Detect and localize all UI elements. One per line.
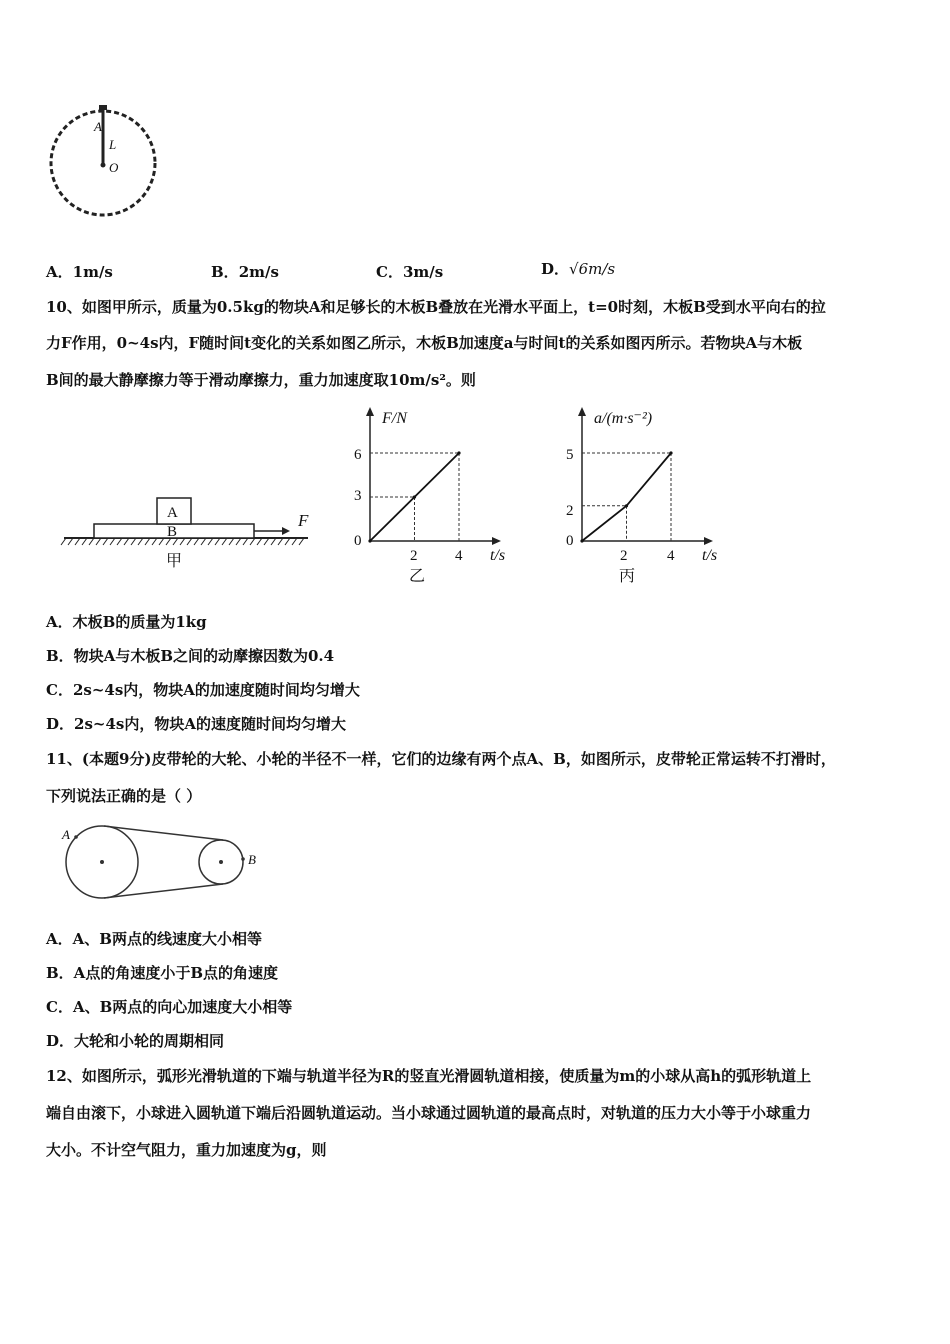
q9-option-a-text: 1m/s xyxy=(72,263,113,281)
ground-hatch-mark xyxy=(201,538,206,545)
q10-option-b[interactable]: B．物块A与木板B之间的动摩擦因数为0.4 xyxy=(46,647,335,665)
yi-x-arrowhead xyxy=(492,537,501,545)
q11-text-line-2: 下列说法正确的是（ ） xyxy=(46,787,202,805)
q10-text-line-1: 10、如图甲所示，质量为0.5kg的物块A和足够长的木板B叠放在光滑水平面上，t=0时刻，木板B受到水平向右的拉 xyxy=(46,298,826,316)
yi-ytick-3: 3 xyxy=(354,488,362,504)
ground-hatch-mark xyxy=(257,538,262,545)
ground-hatch-mark xyxy=(229,538,234,545)
q12-text-line-3: 大小。不计空气阻力，重力加速度为g，则 xyxy=(46,1141,327,1159)
q9-option-c-letter: C． xyxy=(376,263,403,281)
ground-hatch-mark xyxy=(299,538,304,545)
q11-option-d[interactable]: D．大轮和小轮的周期相同 xyxy=(46,1032,225,1050)
ground-hatch-mark xyxy=(264,538,269,545)
bing-ytick-2: 2 xyxy=(566,503,574,519)
ground-hatch-mark xyxy=(292,538,297,545)
q9-label-A: A xyxy=(94,119,102,134)
bing-x-arrowhead xyxy=(704,537,713,545)
yi-data-point xyxy=(457,451,460,454)
bing-y-arrowhead xyxy=(578,407,586,416)
ground-hatch-mark xyxy=(110,538,115,545)
bing-ylabel: a/(m·s⁻²) xyxy=(594,410,653,427)
q10-fig-yi xyxy=(345,405,525,585)
yi-xlabel: t/s xyxy=(490,547,506,564)
q11-option-a[interactable]: A．A、B两点的线速度大小相等 xyxy=(46,930,262,948)
yi-caption: 乙 xyxy=(409,568,426,585)
ground-hatch-mark xyxy=(208,538,213,545)
q11-belt-top xyxy=(104,826,223,840)
ground-hatch-mark xyxy=(215,538,220,545)
ground-hatch-mark xyxy=(145,538,150,545)
q11-point-A-dot xyxy=(74,835,78,839)
jia-label-A: A xyxy=(167,505,178,521)
q9-option-a-letter: A． xyxy=(46,263,73,281)
q11-label-B: B xyxy=(248,852,256,867)
ground-hatch-mark xyxy=(243,538,248,545)
q9-label-L: L xyxy=(109,137,117,152)
q11-option-c[interactable]: C．A、B两点的向心加速度大小相等 xyxy=(46,998,293,1016)
ground-hatch-mark xyxy=(236,538,241,545)
bing-origin: 0 xyxy=(566,533,574,549)
bing-data-point xyxy=(625,504,628,507)
ground-hatch-mark xyxy=(124,538,129,545)
jia-caption: 甲 xyxy=(166,553,183,570)
yi-y-arrowhead xyxy=(366,407,374,416)
yi-ytick-6: 6 xyxy=(354,447,362,463)
ground-hatch-mark xyxy=(89,538,94,545)
ground-hatch-mark xyxy=(278,538,283,545)
q9-option-c-text: 3m/s xyxy=(402,263,444,281)
q10-text-line-2: 力F作用，0~4s内，F随时间t变化的关系如图乙所示，木板B加速度a与时间t的关系如图丙所示。若物块A与木板 xyxy=(46,334,803,352)
bing-caption: 丙 xyxy=(619,568,636,585)
q11-option-b[interactable]: B．A点的角速度小于B点的角速度 xyxy=(46,964,278,982)
jia-force-arrowhead xyxy=(282,527,290,535)
q11-label-A: A xyxy=(62,827,70,842)
q9-option-b[interactable] xyxy=(211,261,279,282)
ground-hatch-mark xyxy=(61,538,66,545)
q9-center-dot xyxy=(101,163,106,168)
q9-option-d[interactable] xyxy=(541,258,615,279)
ground-hatch-mark xyxy=(103,538,108,545)
q9-option-b-letter: B． xyxy=(211,263,239,281)
bing-xtick-2: 2 xyxy=(620,548,628,564)
ground-hatch-mark xyxy=(187,538,192,545)
yi-data-point xyxy=(413,495,416,498)
yi-data-point xyxy=(368,539,371,542)
ground-hatch-mark xyxy=(152,538,157,545)
yi-xtick-2: 2 xyxy=(410,548,418,564)
ground-hatch-mark xyxy=(250,538,255,545)
q11-text-line-1: 11、(本题9分)皮带轮的大轮、小轮的半径不一样，它们的边缘有两个点A、B，如图所示，皮带轮正常运转不打滑时， xyxy=(46,750,836,768)
q10-fig-jia xyxy=(58,490,328,580)
bing-data-point xyxy=(669,451,672,454)
q10-option-a[interactable]: A．木板B的质量为1kg xyxy=(46,613,207,631)
q11-point-B-dot xyxy=(241,857,245,861)
yi-ylabel: F/N xyxy=(382,410,407,427)
yi-origin: 0 xyxy=(354,533,362,549)
jia-label-B: B xyxy=(167,524,178,540)
ground-hatch-mark xyxy=(159,538,164,545)
q12-text-line-1: 12、如图所示，弧形光滑轨道的下端与轨道半径为R的竖直光滑圆轨道相接，使质量为m的小球从高h的弧形轨道上 xyxy=(46,1067,812,1085)
q9-ball xyxy=(99,105,107,110)
ground-hatch-mark xyxy=(271,538,276,545)
q11-big-center xyxy=(100,860,104,864)
q10-fig-bing xyxy=(557,405,737,585)
jia-label-F: F xyxy=(298,511,309,530)
bing-xlabel: t/s xyxy=(702,547,718,564)
bing-xtick-4: 4 xyxy=(667,548,675,564)
ground-hatch-mark xyxy=(222,538,227,545)
ground-hatch-mark xyxy=(285,538,290,545)
ground-hatch-mark xyxy=(96,538,101,545)
ground-hatch-mark xyxy=(180,538,185,545)
q10-text-line-3: B间的最大静摩擦力等于滑动摩擦力，重力加速度取10m/s²。则 xyxy=(46,371,476,389)
bing-ytick-5: 5 xyxy=(566,447,574,463)
q9-option-a[interactable] xyxy=(46,261,113,282)
q9-option-b-text: 2m/s xyxy=(238,263,279,281)
ground-hatch-mark xyxy=(138,538,143,545)
ground-hatch-mark xyxy=(75,538,80,545)
jia-ground-hatch xyxy=(61,538,304,545)
bing-data-point xyxy=(580,539,583,542)
q11-belt-bottom xyxy=(104,884,223,898)
q11-pulley-figure xyxy=(58,822,268,907)
q10-option-c[interactable]: C．2s~4s内，物块A的加速度随时间均匀增大 xyxy=(46,681,360,699)
q9-option-d-letter: D． xyxy=(541,260,570,278)
q9-circle-figure xyxy=(45,100,165,225)
q10-option-d[interactable]: D．2s~4s内，物块A的速度随时间均匀增大 xyxy=(46,715,346,733)
q12-text-line-2: 端自由滚下，小球进入圆轨道下端后沿圆轨道运动。当小球通过圆轨道的最高点时，对轨道的压力大小等于小球重力 xyxy=(46,1104,812,1122)
yi-xtick-4: 4 xyxy=(455,548,463,564)
q9-option-d-text: √6m/s xyxy=(569,260,616,278)
ground-hatch-mark xyxy=(131,538,136,545)
ground-hatch-mark xyxy=(82,538,87,545)
ground-hatch-mark xyxy=(194,538,199,545)
q11-small-center xyxy=(219,860,223,864)
ground-hatch-mark xyxy=(68,538,73,545)
q9-option-c[interactable] xyxy=(376,261,443,282)
q9-label-O: O xyxy=(109,160,119,175)
ground-hatch-mark xyxy=(117,538,122,545)
